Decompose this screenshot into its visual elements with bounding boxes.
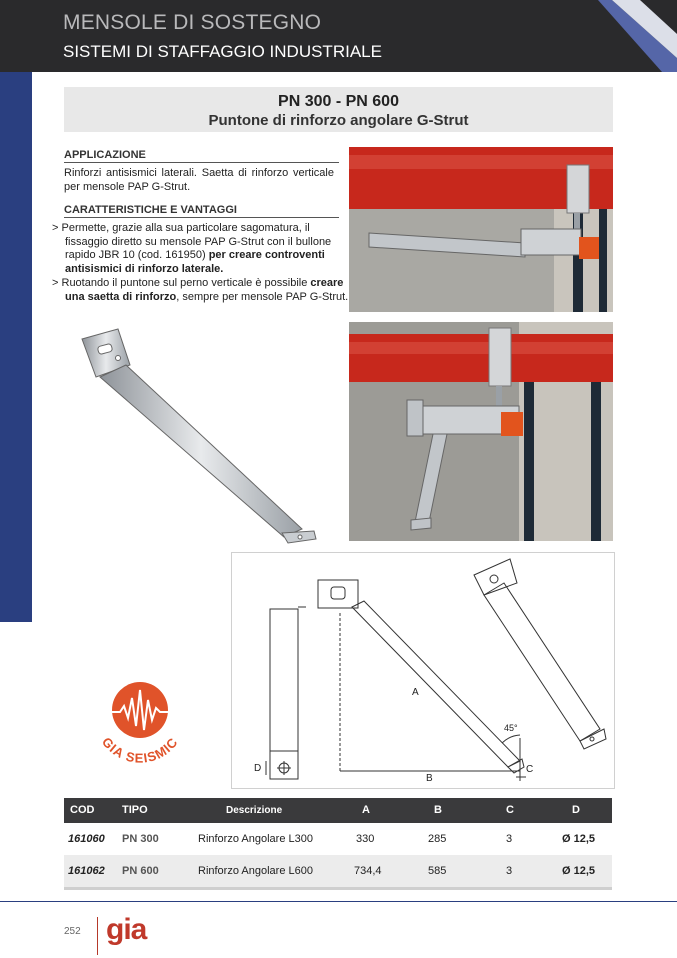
installation-photo-2 bbox=[349, 322, 613, 541]
dim-label-b: B bbox=[426, 773, 433, 784]
product-subtitle: Puntone di rinforzo angolare G-Strut bbox=[208, 112, 469, 129]
technical-drawing bbox=[231, 552, 615, 789]
page-header bbox=[0, 0, 677, 72]
footer-separator bbox=[97, 917, 98, 955]
dim-label-a: A bbox=[412, 687, 419, 698]
table-bottom-rule bbox=[64, 887, 612, 890]
footer-rule bbox=[0, 901, 677, 902]
applicazione-text: Rinforzi antisismici laterali. Saetta di rinforzo verticale per mensole PAP G-Strut. bbox=[64, 167, 334, 193]
table-row: 161060 PN 300 Rinforzo Angolare L300 330 285 3 Ø 12,5 bbox=[64, 823, 612, 855]
applicazione-heading: APPLICAZIONE bbox=[64, 149, 339, 163]
svg-text:GIA SEISMIC: GIA SEISMIC bbox=[99, 734, 181, 766]
angle-label: 45° bbox=[504, 723, 518, 733]
col-b: B bbox=[434, 804, 442, 816]
gia-brand-logo: gia bbox=[106, 913, 147, 946]
col-a: A bbox=[362, 804, 370, 816]
bracket-product-image bbox=[70, 325, 325, 555]
page-number: 252 bbox=[64, 926, 81, 937]
col-d: D bbox=[572, 804, 580, 816]
bullet-marker: > bbox=[52, 222, 59, 234]
dim-label-c: C bbox=[526, 764, 534, 775]
table-header bbox=[64, 798, 612, 823]
header-stripes bbox=[0, 0, 677, 72]
gia-seismic-logo bbox=[82, 676, 197, 776]
col-descrizione: Descrizione bbox=[226, 805, 283, 816]
col-tipo: TIPO bbox=[122, 804, 148, 816]
table-row: 161062 PN 600 Rinforzo Angolare L600 734,4 585 3 Ø 12,5 bbox=[64, 855, 612, 887]
header-subtitle: SISTEMI DI STAFFAGGIO INDUSTRIALE bbox=[63, 42, 382, 61]
product-title: PN 300 - PN 600 bbox=[278, 93, 399, 110]
installation-photo-1 bbox=[349, 147, 613, 312]
product-title-box bbox=[64, 87, 613, 132]
feature-bullet-1: > Permette, grazie alla sua particolare sagomatura, il fissaggio diretto su mensole PAP G-Strut con il bullone rapido JBR 10 (cod. 161950) per creare controventi antisismici di rinforzo laterale. bbox=[52, 222, 332, 275]
feature-bullet-2: > Ruotando il puntone sul perno verticale è possibile creare una saetta di rinforzo, sempre per mensole PAP G-Strut. bbox=[52, 277, 349, 303]
col-cod: COD bbox=[70, 804, 95, 816]
bullet-marker: > bbox=[52, 277, 59, 289]
left-sidebar-band bbox=[0, 72, 32, 622]
caratteristiche-heading: CARATTERISTICHE E VANTAGGI bbox=[64, 204, 339, 218]
dim-label-d: D bbox=[254, 763, 262, 774]
header-title: MENSOLE DI SOSTEGNO bbox=[63, 11, 322, 34]
col-c: C bbox=[506, 804, 514, 816]
